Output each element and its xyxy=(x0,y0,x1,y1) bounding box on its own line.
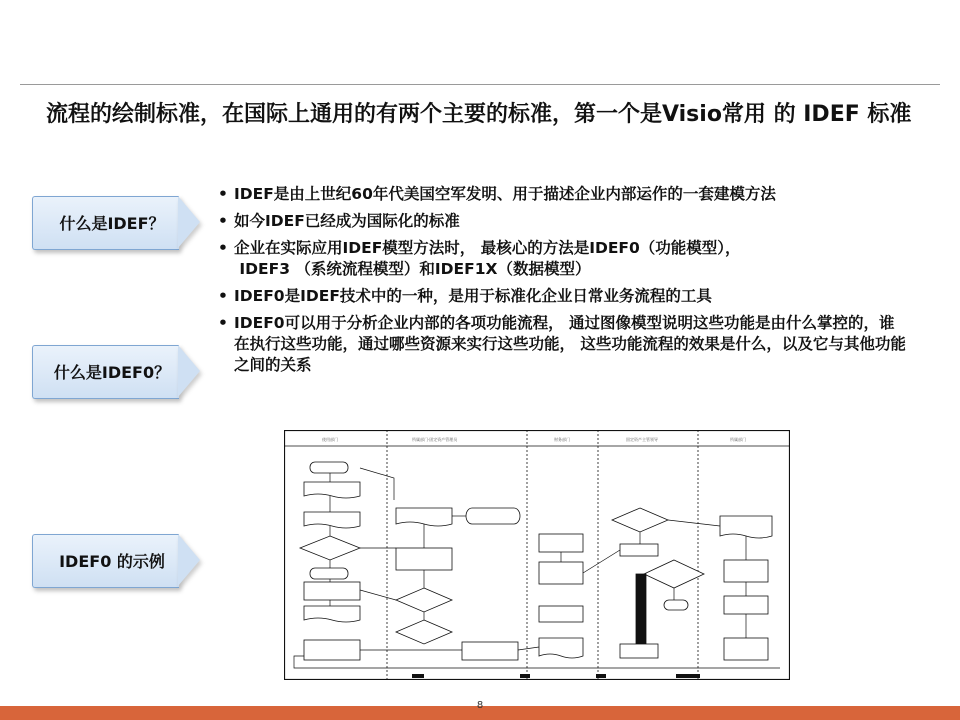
callout-label: IDEF0 的示例 xyxy=(59,551,165,571)
start-terminal xyxy=(310,462,348,473)
process-box xyxy=(304,582,360,600)
process-box xyxy=(539,606,583,622)
sync-bar xyxy=(636,574,646,644)
process-box xyxy=(539,562,583,584)
document-shape xyxy=(720,516,772,538)
bullet-item xyxy=(216,313,906,376)
bullet-text: IDEF0可以用于分析企业内部的各项功能流程， 通过图像模型说明这些功能是由什么掌控的，谁在执行这些功能，通过哪些资源来实行这些功能， 这些功能流程的效果是什么，以及它与其他功能之间的关系 xyxy=(234,314,906,374)
bullet-item xyxy=(216,184,906,205)
page-number: 8 xyxy=(476,700,484,711)
process-box xyxy=(620,644,658,658)
process-box xyxy=(620,544,658,556)
slide-title: 流程的绘制标准，在国际上通用的有两个主要的标准，第一个是Visio常用 的 IDEF 标准 xyxy=(46,102,912,127)
bullet-text: IDEF0是IDEF技术中的一种，是用于标准化企业日常业务流程的工具 xyxy=(234,287,712,305)
process-box xyxy=(462,642,518,660)
lane-label: 所属部门·固定资产管理员 xyxy=(412,437,458,442)
lane-label: 使用部门 xyxy=(322,437,338,442)
idef0-flowchart-diagram xyxy=(284,430,790,680)
bullet-text: 如今IDEF已经成为国际化的标准 xyxy=(234,212,460,230)
callout-what-is-idef0 xyxy=(32,345,200,397)
process-box xyxy=(724,596,768,614)
process-box xyxy=(304,640,360,660)
bullet-item xyxy=(216,286,906,307)
callout-label: 什么是IDEF？ xyxy=(59,213,165,233)
bullet-text: 企业在实际应用IDEF模型方法时， 最核心的方法是IDEF0（功能模型）， IDEF3 （系统流程模型）和IDEF1X（数据模型） xyxy=(234,239,741,278)
bullet-item xyxy=(216,238,906,280)
top-divider xyxy=(20,84,940,85)
process-box xyxy=(539,534,583,552)
lane-label: 固定资产主管领导 xyxy=(626,437,658,442)
terminal-shape xyxy=(664,600,688,610)
callout-label: 什么是IDEF0？ xyxy=(53,362,171,382)
process-box xyxy=(396,548,452,570)
callout-idef0-example xyxy=(32,534,200,586)
bullet-item xyxy=(216,211,906,232)
process-box xyxy=(724,638,768,660)
terminal-shape xyxy=(310,568,348,579)
lane-label: 财务部门 xyxy=(554,437,570,442)
bullet-text: IDEF是由上世纪60年代美国空军发明、用于描述企业内部运作的一套建模方法 xyxy=(234,185,776,203)
bullet-list xyxy=(216,184,906,382)
process-box xyxy=(724,560,768,582)
callout-what-is-idef xyxy=(32,196,200,248)
storage-shape xyxy=(466,508,520,524)
lane-label: 所属部门 xyxy=(730,437,746,442)
